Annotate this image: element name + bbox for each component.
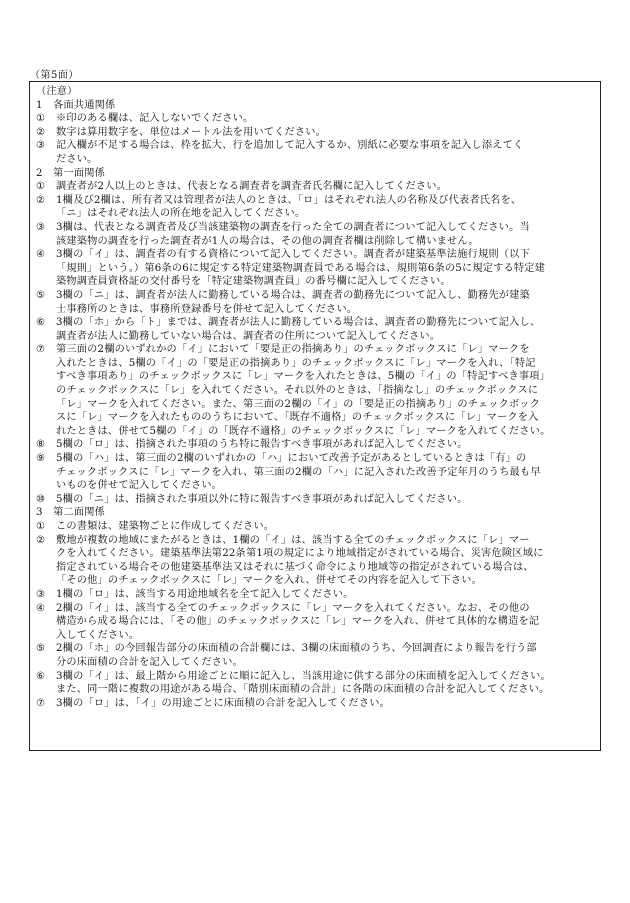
note-line: 3欄は、代表となる調査者及び当該建築物の調査を行った全ての調査者について記入してください。当 <box>56 221 530 233</box>
note-number: ⑤ <box>36 289 46 301</box>
note-body <box>56 194 594 221</box>
note-line: 3欄の「イ」は、最上階から用途ごとに順に記入し、当該用途に供する部分の床面積を記入してください。 <box>56 670 551 682</box>
note-line: 2欄の「ホ」の今回報告部分の床面積の合計欄には、3欄の床面積のうち、今回調査により報告を行う部 <box>56 643 537 655</box>
note-line: 入れたときは、5欄の「イ」の「要是正の指摘あり」のチェックボックスに「レ」マークを入れ、「特記 <box>56 357 536 369</box>
note-body <box>56 697 594 711</box>
section-title: 3 第二面関係 <box>36 507 106 519</box>
note-item <box>36 126 594 140</box>
note-body <box>56 248 594 289</box>
note-item <box>36 642 594 669</box>
note-body <box>56 343 594 438</box>
note-number: ③ <box>36 221 46 233</box>
note-number: ⑦ <box>36 344 46 356</box>
note-number: ⑤ <box>36 643 46 655</box>
note-number: ⑨ <box>36 453 46 465</box>
note-line: 3欄の「イ」は、調査者の有する資格について記入してください。調査者が建築基準法施行規則（以下 <box>56 249 530 261</box>
note-body <box>56 520 594 534</box>
note-number: ④ <box>36 602 46 614</box>
note-line: 構造から成る場合には、「その他」のチェックボックスに「レ」マークを入れ、併せて具体的な構造を記 <box>56 616 540 628</box>
note-line: 該建築物の調査を行った調査者が1人の場合は、その他の調査者欄は削除して構いません。 <box>56 235 479 247</box>
note-line: 指定されている場合その他建築基準法又はそれに基づく命令により地域等の指定がされている場合は、 <box>56 561 534 573</box>
note-number: ① <box>36 113 46 125</box>
note-body <box>56 112 594 126</box>
note-item <box>36 493 594 507</box>
note-item <box>36 112 594 126</box>
note-line: 入してください。 <box>56 629 140 641</box>
note-line: 2欄の「イ」は、該当する全てのチェックボックスに「レ」マークを入れてください。なお、その他の <box>56 602 530 614</box>
note-number: ⑥ <box>36 317 46 329</box>
note-line: 3欄の「ロ」は、「イ」の用途ごとに床面積の合計を記入してください。 <box>56 697 390 709</box>
note-line: 数字は算用数字を、単位はメートル法を用いてください。 <box>56 126 327 138</box>
notes-box <box>29 81 601 751</box>
note-line: 3欄の「ホ」から「ト」までは、調査者が法人に勤務している場合は、調査者の勤務先について記入し、 <box>56 317 541 329</box>
note-body <box>56 670 594 697</box>
note-item <box>36 602 594 643</box>
note-line: 「ニ」はそれぞれ法人の所在地を記入してください。 <box>56 208 306 220</box>
note-number: ② <box>36 126 46 138</box>
note-line: スに「レ」マークを入れたもののうちにおいて、「既存不適格」のチェックボックスに「レ」マークを入 <box>56 412 539 424</box>
note-item <box>36 139 594 166</box>
note-line: 3欄の「ニ」は、調査者が法人に勤務している場合は、調査者の勤務先について記入し、勤務先が建築 <box>56 289 530 301</box>
note-line: この書類は、建築物ごとに作成してください。 <box>56 521 275 532</box>
note-line: 調査者が2人以上のときは、代表となる調査者を調査者氏名欄に記入してください。 <box>56 181 448 193</box>
note-line: 1欄及び2欄は、所有者又は管理者が法人のときは、「ロ」はそれぞれ法人の名称及び代表者氏名を、 <box>56 194 522 206</box>
note-line: 敷地が複数の地域にまたがるときは、1欄の「イ」は、該当する全てのチェックボックスに「レ」マー <box>56 534 530 546</box>
note-body <box>56 126 594 140</box>
note-body <box>56 602 594 643</box>
note-body <box>56 180 594 194</box>
note-number: ⑧ <box>36 439 46 451</box>
note-item <box>36 534 594 588</box>
note-body <box>56 534 594 588</box>
note-item <box>36 316 594 343</box>
note-line: チェックボックスに「レ」マークを入れ、第三面の2欄の「ハ」に記入された改善予定年月のうち最も早 <box>56 466 541 478</box>
note-item <box>36 438 594 452</box>
note-number: ② <box>36 194 46 206</box>
note-body <box>56 588 594 602</box>
section-title: 2 第一面関係 <box>36 167 106 179</box>
note-body <box>56 221 594 248</box>
note-item <box>36 289 594 316</box>
note-line: また、同一階に複数の用途がある場合、「階別床面積の合計」に各階の床面積の合計を記入してください。 <box>56 684 550 696</box>
note-line: すべき事項あり」のチェックボックスに「レ」マークを入れたときは、5欄の「イ」の「特記すべき事項」 <box>56 371 551 383</box>
note-line: 「その他」のチェックボックスに「レ」マークを入れ、併せてその内容を記入して下さい。 <box>56 575 483 587</box>
note-line: のチェックボックスに「レ」を入れてください。それ以外のときは、「指摘なし」のチェックボックスに <box>56 385 539 397</box>
note-number: ⑦ <box>36 697 46 709</box>
note-body <box>56 316 594 343</box>
note-number: ② <box>36 534 46 546</box>
note-line: 5欄の「ニ」は、指摘された事項以外に特に報告すべき事項があれば記入してください。 <box>56 493 468 505</box>
note-line: 「レ」マークを入れてください。また、第三面の2欄の「イ」の「要是正の指摘あり」のチェックボック <box>56 398 541 410</box>
notes-heading: （注意） <box>36 86 78 97</box>
note-body <box>56 438 594 452</box>
note-line: 「規則」という。）第6条の6に規定する特定建築物調査員である場合は、規則第6条の5に規定する特定建 <box>56 262 546 274</box>
note-number: ⑩ <box>36 493 46 505</box>
note-body <box>56 289 594 316</box>
form-number: （第5面） <box>30 70 79 81</box>
note-item <box>36 343 594 438</box>
note-line: 士事務所のときは、事務所登録番号を併せて記入してください。 <box>56 303 358 315</box>
note-item <box>36 588 594 602</box>
note-item <box>36 452 594 493</box>
note-item <box>36 180 594 194</box>
note-line: 1欄の「ロ」は、該当する用途地域名を全て記入してください。 <box>56 588 354 600</box>
note-item <box>36 697 594 711</box>
note-body <box>56 452 594 493</box>
note-line: 5欄の「ハ」は、第三面の2欄のいずれかの「ハ」において改善予定があるとしているときは「有」の <box>56 453 527 465</box>
note-line: 分の床面積の合計を記入してください。 <box>56 656 243 668</box>
section-title: 1 各面共通関係 <box>36 99 116 111</box>
note-item <box>36 670 594 697</box>
note-line: れたときは、併せて5欄の「イ」の「既存不適格」のチェックボックスに「レ」マークを入れてください。 <box>56 425 551 437</box>
note-body <box>56 642 594 669</box>
note-line: 調査者が法人に勤務していない場合は、調査者の住所について記入してください。 <box>56 330 441 342</box>
notes-sections <box>36 99 594 711</box>
note-number: ① <box>36 181 46 193</box>
note-line: クを入れてください。建築基準法第22条第1項の規定により地域指定がされている場合、災害危険区域に <box>56 548 544 560</box>
note-item <box>36 194 594 221</box>
note-line: 5欄の「ロ」は、指摘された事項のうち特に報告すべき事項があれば記入してください。 <box>56 439 468 451</box>
note-line: 築物調査員資格証の交付番号を「特定建築物調査員」の番号欄に記入してください。 <box>56 276 451 288</box>
note-item <box>36 520 594 534</box>
note-line: 記入欄が不足する場合は、枠を拡大、行を追加して記入するか、別紙に必要な事項を記入し添えてく <box>56 140 524 152</box>
note-line: ※印のある欄は、記入しないでください。 <box>56 113 254 125</box>
note-number: ① <box>36 521 46 532</box>
note-line: 第三面の2欄のいずれかの「イ」において「要是正の指摘あり」のチェックボックスに「レ」マークを <box>56 344 530 356</box>
note-body <box>56 493 594 507</box>
note-number: ③ <box>36 140 46 152</box>
note-line: いものを併せて記入してください。 <box>56 480 223 492</box>
note-item <box>36 221 594 248</box>
note-body <box>56 139 594 166</box>
note-number: ④ <box>36 249 46 261</box>
note-number: ⑥ <box>36 670 46 682</box>
note-line: ださい。 <box>56 153 98 165</box>
note-number: ③ <box>36 588 46 600</box>
note-item <box>36 248 594 289</box>
